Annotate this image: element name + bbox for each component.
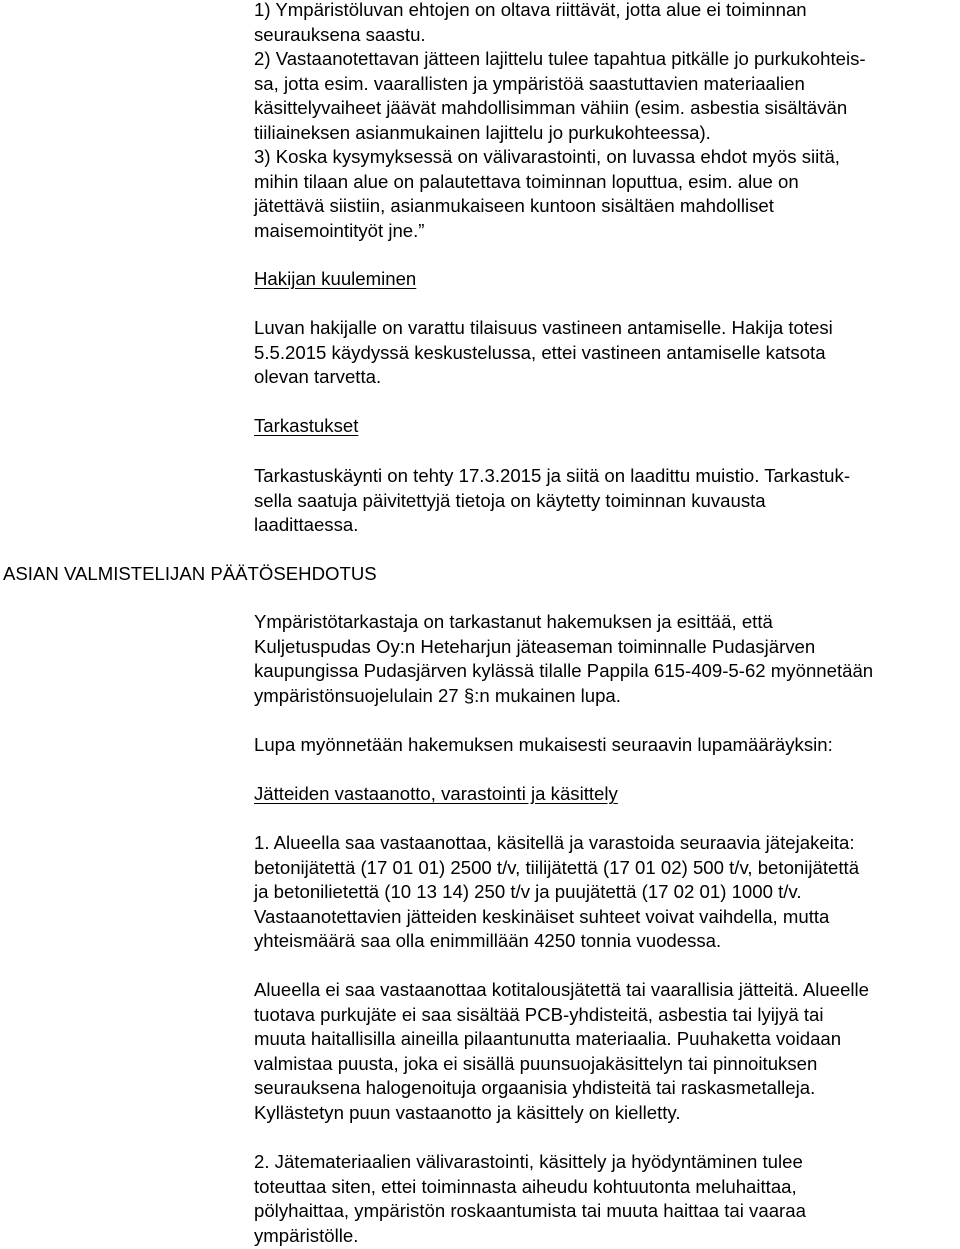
text-line: Lupa myönnetään hakemuksen mukaisesti seuraavin lupamääräyksin: (254, 734, 833, 755)
text-line: maisemointityöt jne.” (254, 219, 425, 241)
text-line: seurauksena saastu. (254, 23, 426, 45)
text-line: käsittelyvaiheet jäävät mahdollisimman vähiin (esim. asbestia sisältävän (254, 97, 848, 118)
permit-paragraph (254, 733, 960, 758)
text-line: 3) Koska kysymyksessä on välivarastointi, on luvassa ehdot myös siitä, (254, 146, 840, 167)
text-line: Luvan hakijalle on varattu tilaisuus vastineen antamiselle. Hakija totesi (254, 317, 833, 338)
waste-heading-block (254, 782, 960, 807)
text-line: toteuttaa siten, ettei toiminnasta aiheudu kohtuutonta meluhaittaa, (254, 1175, 797, 1197)
inspections-heading: Tarkastukset (254, 415, 359, 436)
text-line: valmistaa puusta, joka ei sisällä puunsuojakäsittelyn tai pinnoituksen (254, 1052, 818, 1074)
text-line: tiiliaineksen asianmukainen lajittelu jo purkukohteessa). (254, 121, 711, 143)
text-line: ympäristönsuojelulain 27 §:n mukainen lupa. (254, 684, 621, 706)
condition-1-paragraph (254, 831, 960, 954)
text-line: 1. Alueella saa vastaanottaa, käsitellä ja varastoida seuraavia jätejakeita: (254, 832, 855, 853)
text-line: 2. Jätemateriaalien välivarastointi, käsittely ja hyödyntäminen tulee (254, 1151, 803, 1172)
text-line: pölyhaittaa, ympäristön roskaantumista tai muuta haittaa tai vaaraa (254, 1200, 806, 1221)
text-line: Kuljetuspudas Oy:n Heteharjun jäteaseman toiminnalle Pudasjärven (254, 635, 816, 657)
proposal-intro-paragraph (254, 610, 960, 708)
text-line: sella saatuja päivitettyjä tietoja on käytetty toiminnan kuvausta (254, 489, 766, 511)
text-line: laadittaessa. (254, 514, 359, 535)
inspections-paragraph (254, 464, 960, 538)
text-line: sa, jotta esim. vaarallisten ja ympäristöä saastuttavien materiaalien (254, 72, 805, 94)
text-line: ympäristölle. (254, 1224, 359, 1246)
condition-2-paragraph (254, 1150, 960, 1248)
text-line: 2) Vastaanotettavan jätteen lajittelu tulee tapahtua pitkälle jo purkukohteis- (254, 48, 866, 69)
text-line: jätettävä siistiin, asianmukaiseen kuntoon sisältäen mahdolliset (254, 195, 774, 216)
hearing-heading-block (254, 267, 960, 292)
text-line: 5.5.2015 käydyssä keskustelussa, ettei vastineen antamiselle katsota (254, 341, 826, 363)
text-line: Alueella ei saa vastaanottaa kotitalousjätettä tai vaarallisia jätteitä. Alueelle (254, 979, 870, 1000)
text-line: mihin tilaan alue on palautettava toiminnan loputtua, esim. alue on (254, 170, 799, 192)
text-line: olevan tarvetta. (254, 366, 382, 387)
text-line: betonijätettä (17 01 01) 2500 t/v, tiilijätettä (17 01 02) 500 t/v, betonijätettä (254, 856, 860, 878)
text-line: Tarkastuskäynti on tehty 17.3.2015 ja siitä on laadittu muistio. Tarkastuk- (254, 465, 851, 486)
inspections-heading-block (254, 414, 960, 439)
hearing-heading: Hakijan kuuleminen (254, 268, 417, 289)
intro-conditions (254, 0, 960, 243)
text-line: seurauksena halogenoituja orgaanisia yhdisteitä tai raskasmetalleja. (254, 1077, 816, 1098)
text-line: Vastaanotettavien jätteiden keskinäiset suhteet voivat vaihdella, mutta (254, 905, 830, 927)
text-line: yhteismäärä saa olla enimmillään 4250 tonnia vuodessa. (254, 930, 722, 951)
waste-section-heading: Jätteiden vastaanotto, varastointi ja käsittely (254, 783, 618, 804)
proposal-heading: ASIAN VALMISTELIJAN PÄÄTÖSEHDOTUS (3, 563, 377, 584)
text-line: muuta haitallisilla aineilla pilaantunutta materiaalia. Puuhaketta voidaan (254, 1028, 842, 1049)
text-line: tuotava purkujäte ei saa sisältää PCB-yhdisteitä, asbestia tai lyijyä tai (254, 1003, 824, 1025)
hearing-paragraph (254, 316, 960, 390)
text-line: kaupungissa Pudasjärven kylässä tilalle Pappila 615-409-5-62 myönnetään (254, 660, 874, 681)
text-line: ja betonilietettä (10 13 14) 250 t/v ja puujätettä (17 02 01) 1000 t/v. (254, 881, 802, 902)
text-line: Kyllästetyn puun vastaanotto ja käsittely on kielletty. (254, 1101, 681, 1123)
condition-1-restrictions-paragraph (254, 978, 960, 1125)
text-line: Ympäristötarkastaja on tarkastanut hakemuksen ja esittää, että (254, 611, 773, 632)
text-line: 1) Ympäristöluvan ehtojen on oltava riittävät, jotta alue ei toiminnan (254, 0, 807, 20)
